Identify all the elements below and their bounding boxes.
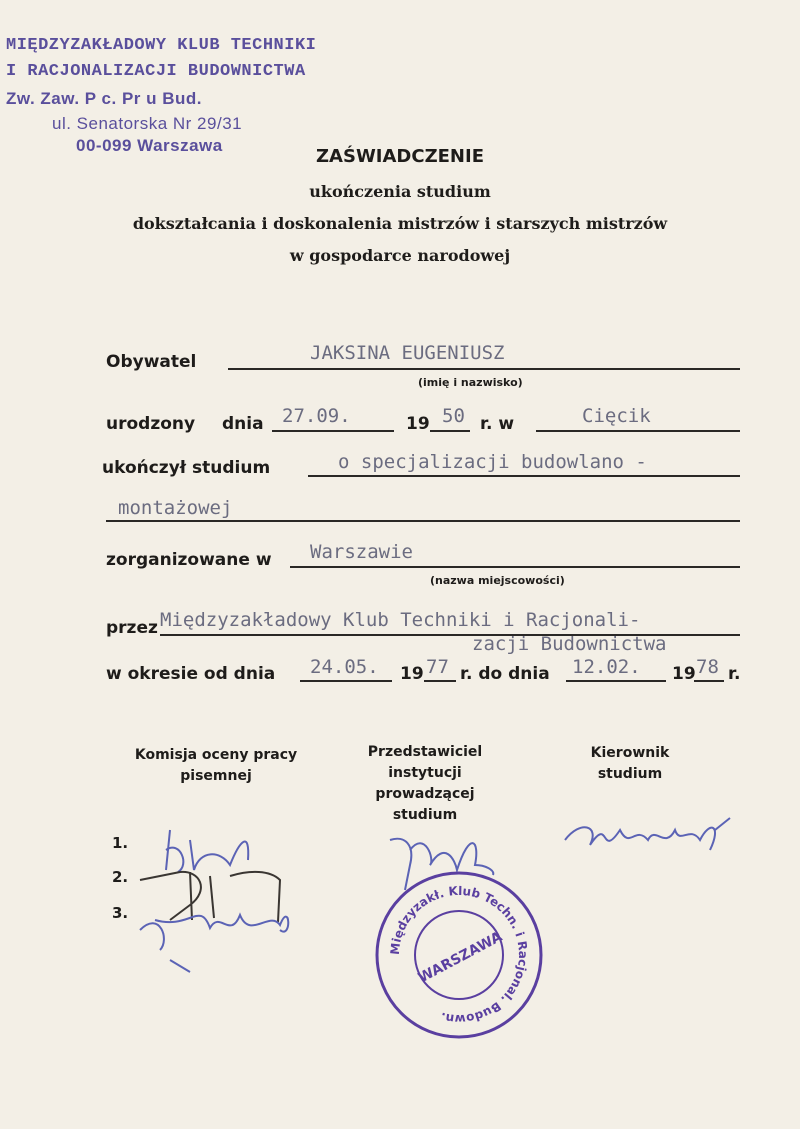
commission-title: Komisja oceny pracy pisemnej xyxy=(134,747,298,784)
citizen-caption: (imię i nazwisko) xyxy=(418,376,523,389)
stamp-line-4: ul. Senatorska Nr 29/31 xyxy=(52,114,243,133)
subtitle-1: ukończenia studium xyxy=(309,182,491,201)
birth-place-line xyxy=(536,430,740,432)
organized-place-line xyxy=(290,566,740,568)
commission-number-3: 3. xyxy=(112,904,129,922)
completed-label: ukończył studium xyxy=(102,458,271,478)
r-label: r. xyxy=(728,664,741,684)
head-title: Kierownik studium xyxy=(590,745,670,782)
specialization-line-2-rule xyxy=(106,520,740,522)
commission-number-2: 2. xyxy=(112,868,129,886)
organized-label: zorganizowane w xyxy=(106,550,272,570)
citizen-label: Obywatel xyxy=(106,352,197,372)
to-year-prefix: 19 xyxy=(672,664,696,684)
subtitle-2: dokształcania i doskonalenia mistrzów i starszych mistrzów xyxy=(132,214,668,233)
stamp-line-3: Zw. Zaw. P c. Pr u Bud. xyxy=(6,89,203,108)
round-seal xyxy=(374,870,544,1040)
organizer-line-2: zacji Budownictwa xyxy=(472,633,667,655)
from-year-line xyxy=(424,680,456,682)
to-date: 12.02. xyxy=(572,656,641,678)
born-label: urodzony xyxy=(106,414,196,434)
by-label: przez xyxy=(106,618,158,638)
birth-year-prefix: 19 xyxy=(406,414,430,434)
stamp-line-1: MIĘDZYZAKŁADOWY KLUB TECHNIKI xyxy=(6,36,317,55)
citizen-name: JAKSINA EUGENIUSZ xyxy=(310,342,505,364)
seal-ring-text: Międzyzakł. Klub Techn. i Racjonal. Budown. xyxy=(387,883,531,1027)
document-title: ZAŚWIADCZENIE xyxy=(316,146,484,167)
stamp-line-2: I RACJONALIZACJI BUDOWNICTWA xyxy=(6,62,306,81)
from-date: 24.05. xyxy=(310,656,379,678)
specialization-line-1: o specjalizacji budowlano - xyxy=(338,451,647,473)
r-in-label: r. w xyxy=(480,414,515,434)
birth-year-line xyxy=(430,430,470,432)
stamp-line-5: 00-099 Warszawa xyxy=(76,136,223,155)
birth-date: 27.09. xyxy=(282,405,351,427)
organizer-line-1: Międzyzakładowy Klub Techniki i Racjonali- xyxy=(160,609,641,631)
to-year: 78 xyxy=(696,656,719,678)
from-date-line xyxy=(300,680,392,682)
specialization-line-1-rule xyxy=(308,475,740,477)
birth-place: Cięcik xyxy=(582,405,651,427)
from-year: 77 xyxy=(426,656,449,678)
birth-date-line xyxy=(272,430,394,432)
from-year-prefix: 19 xyxy=(400,664,424,684)
to-year-line xyxy=(694,680,724,682)
period-label: w okresie od dnia xyxy=(106,664,276,684)
birth-year: 50 xyxy=(442,405,465,427)
commission-number-1: 1. xyxy=(112,834,129,852)
specialization-line-2: montażowej xyxy=(118,497,233,519)
head-signature xyxy=(560,800,740,870)
organized-place: Warszawie xyxy=(310,541,413,563)
to-date-line xyxy=(566,680,666,682)
place-caption: (nazwa miejscowości) xyxy=(430,574,565,587)
citizen-line xyxy=(228,368,740,370)
to-label: r. do dnia xyxy=(460,664,550,684)
representative-title: Przedstawiciel instytucji prowadzącej studium xyxy=(367,744,483,823)
seal-center-text: WARSZAWA xyxy=(415,928,506,987)
day-label: dnia xyxy=(222,414,264,434)
commission-signatures xyxy=(130,810,310,980)
subtitle-3: w gospodarce narodowej xyxy=(289,246,511,265)
